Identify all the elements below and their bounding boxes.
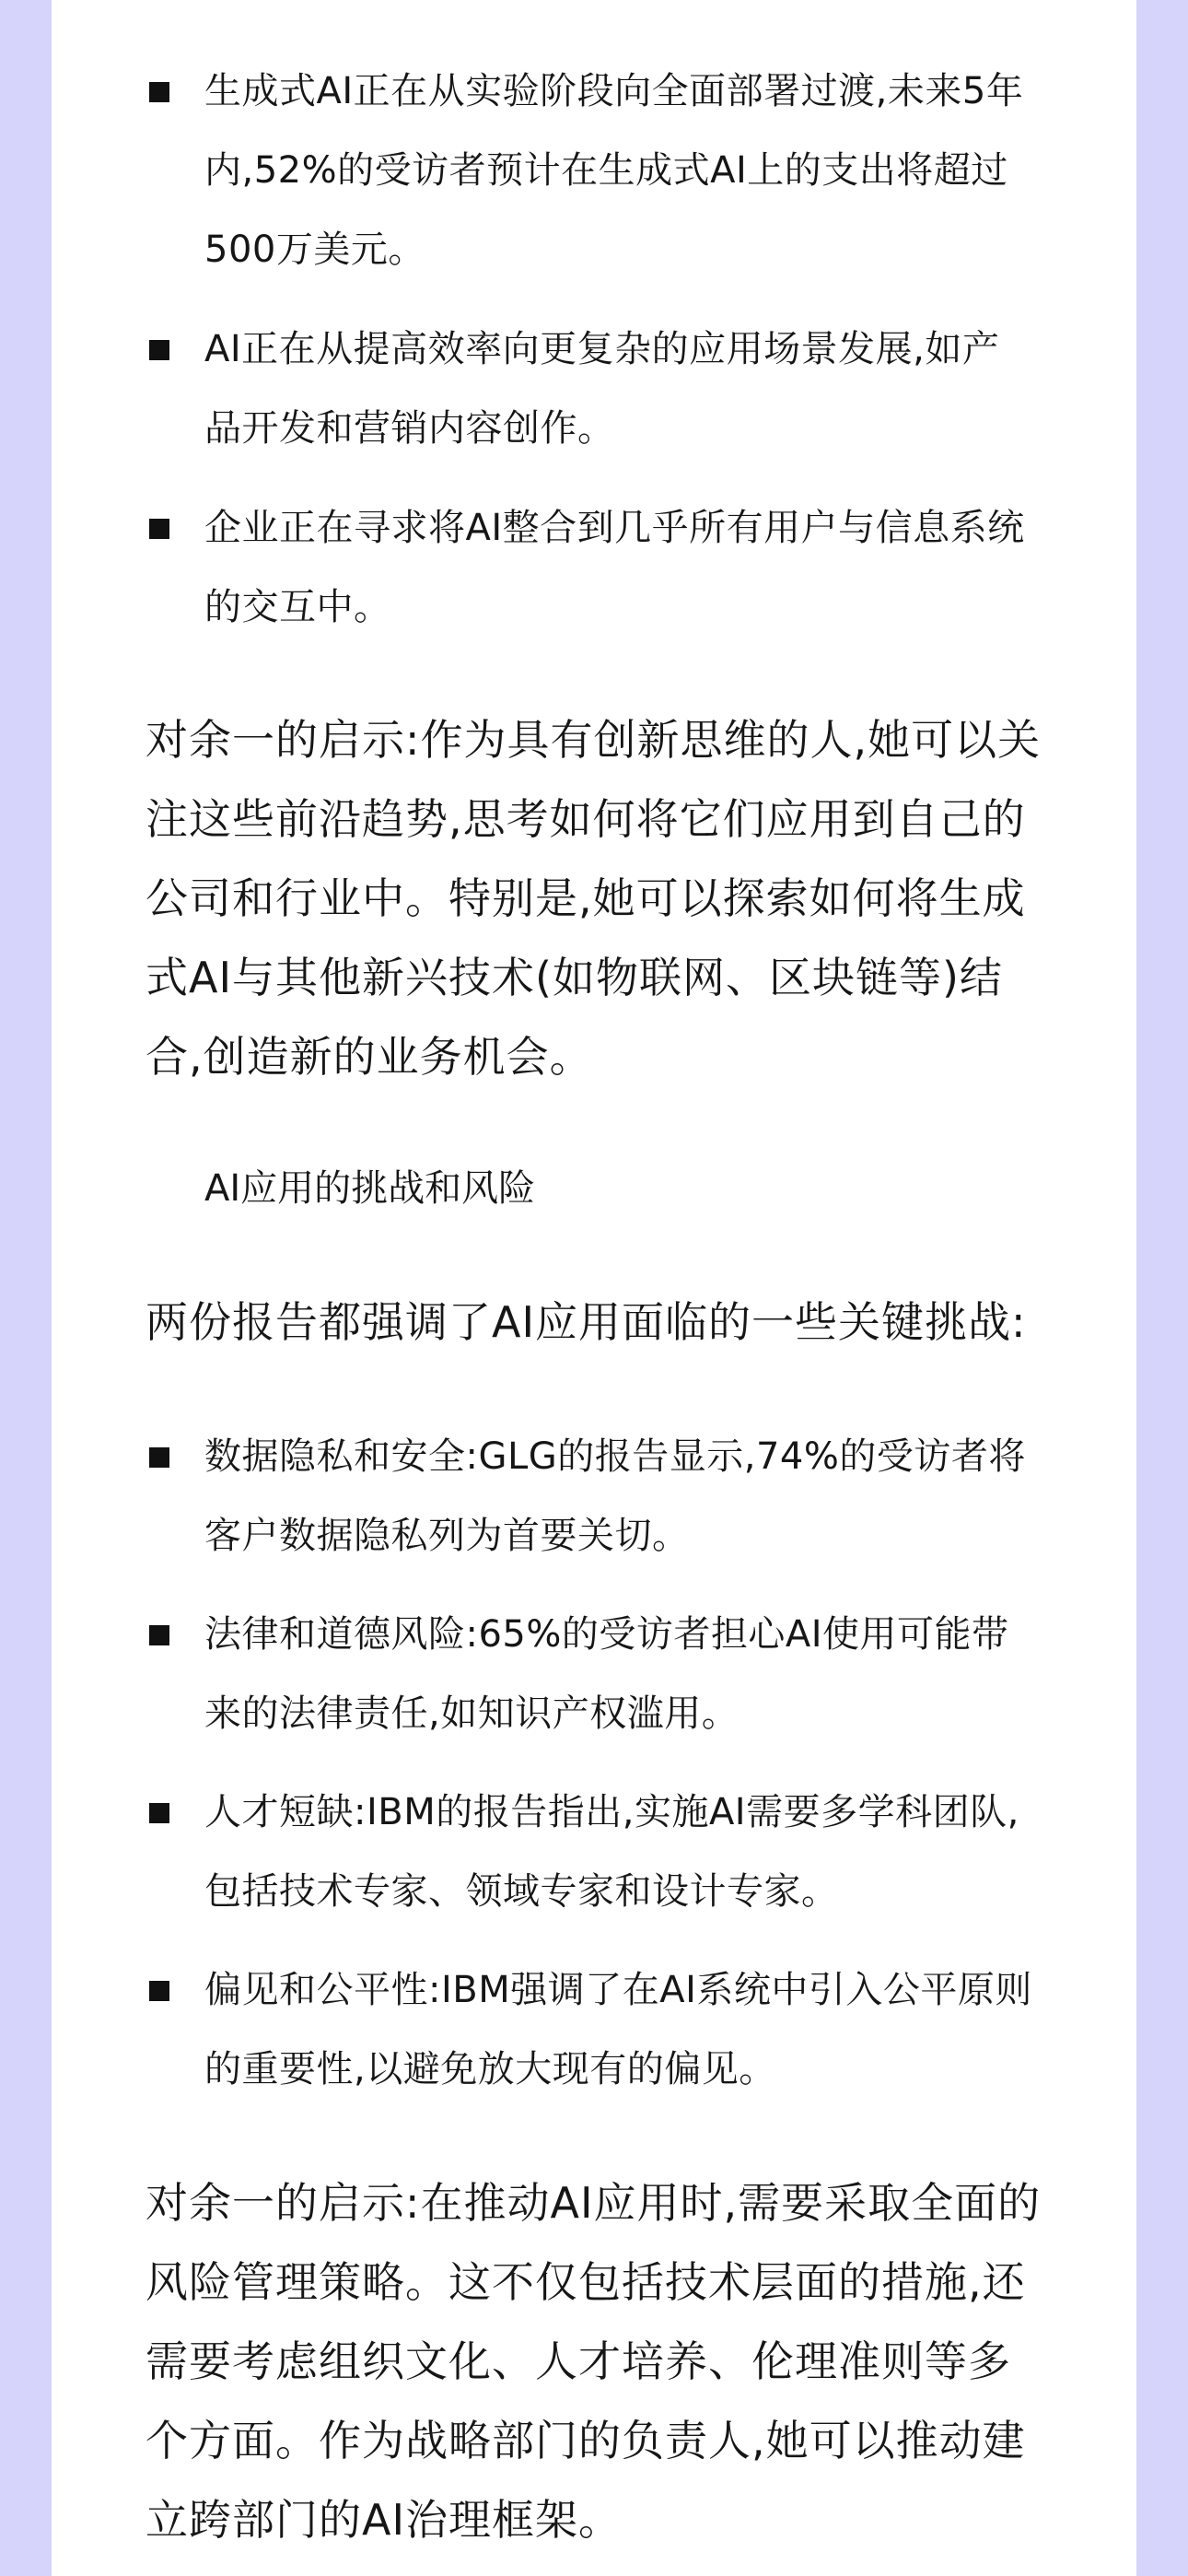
bullet-text: 人才短缺:IBM的报告指出,实施AI需要多学科团队, 包括技术专家、领域专家和设计专家。 [204,1791,1019,1913]
bullet-text: 数据隐私和安全:GLG的报告显示,74%的受访者将 客户数据隐私列为首要关切。 [204,1435,1026,1557]
square-bullet-icon [149,1981,169,2001]
square-bullet-icon [149,1447,169,1468]
insight-paragraph-risks: 对余一的启示:在推动AI应用时,需要采取全面的 风险管理策略。这不仅包括技术层面的措施,还 需要考虑组织文化、人才培养、伦理准则等多 个方面。作为战略部门的负责人,她可以推动建 立跨部门的AI治理框架。 [146,2178,1042,2545]
bullet-text: 企业正在寻求将AI整合到几乎所有用户与信息系统 的交互中。 [204,507,1025,628]
section-heading: AI应用的挑战和风险 [204,1167,536,1210]
square-bullet-icon [149,82,169,102]
bullet-text: AI正在从提高效率向更复杂的应用场景发展,如产 品开发和营销内容创作。 [204,328,1000,450]
square-bullet-icon [149,1625,169,1645]
bullet-text: 生成式AI正在从实验阶段向全面部署过渡,未来5年 内,52%的受访者预计在生成式AI上的支出将超过 500万美元。 [204,70,1024,271]
bullet-text: 法律和道德风险:65%的受访者担心AI使用可能带 来的法律责任,如知识产权滥用。 [204,1613,1009,1735]
bullet-text: 偏见和公平性:IBM强调了在AI系统中引入公平原则 的重要性,以避免放大现有的偏见。 [204,1969,1032,2090]
intro-paragraph: 两份报告都强调了AI应用面临的一些关键挑战: [146,1297,1027,1347]
square-bullet-icon [149,1803,169,1823]
square-bullet-icon [149,340,169,360]
square-bullet-icon [149,519,169,539]
article-card [52,0,1136,2576]
insight-paragraph-trends: 对余一的启示:作为具有创新思维的人,她可以关 注这些前沿趋势,思考如何将它们应用到自己的 公司和行业中。特别是,她可以探索如何将生成 式AI与其他新兴技术(如物联网、区块链等)结 合,创造新的业务机会。 [146,715,1042,1082]
